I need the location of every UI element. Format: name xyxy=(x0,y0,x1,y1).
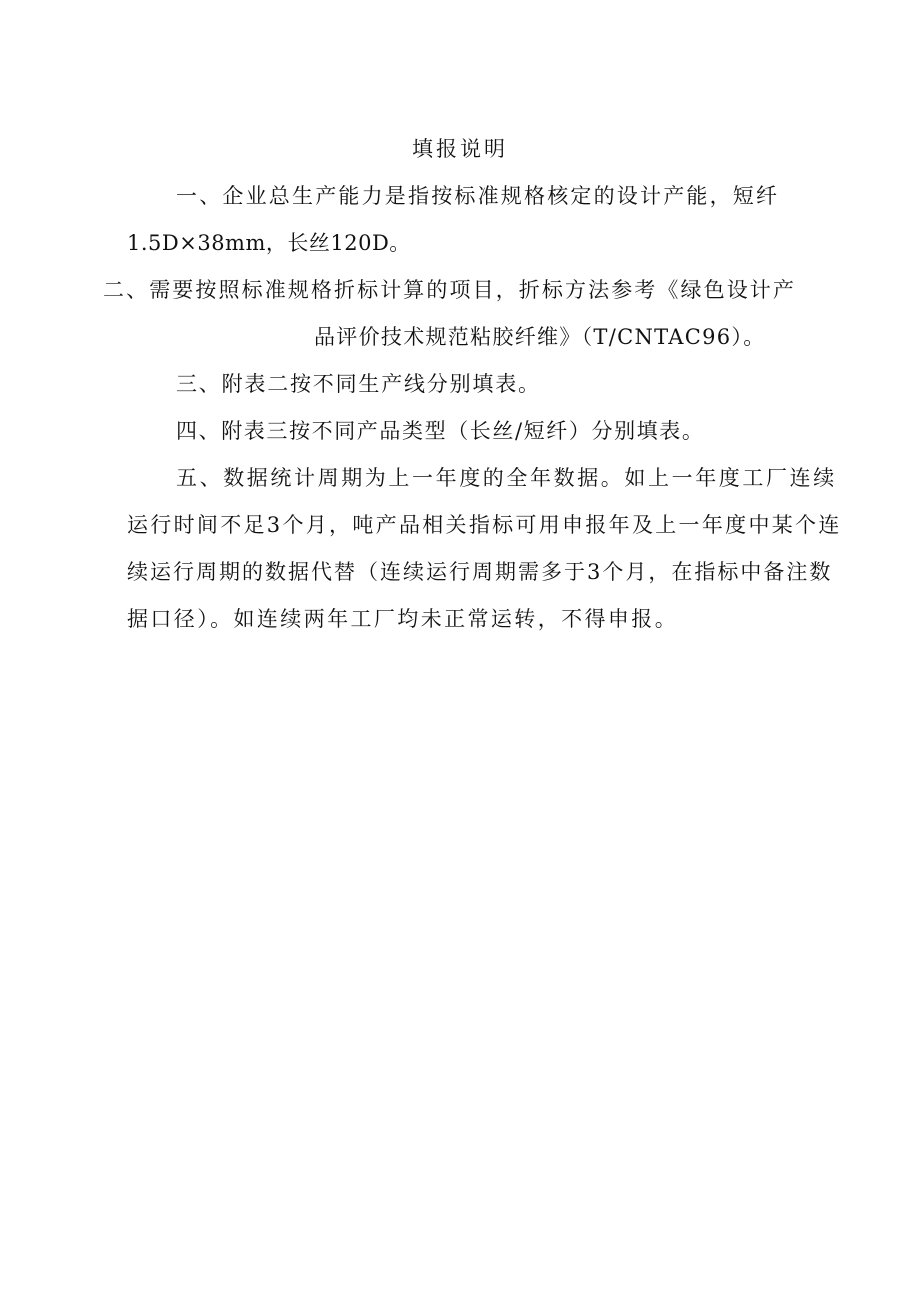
paragraph-5-line-4: 据口径）。如连续两年工厂均未正常运转，不得申报。 xyxy=(127,607,679,631)
paragraph-3: 三、附表二按不同生产线分别填表。 xyxy=(176,372,541,396)
paragraph-1-line-1: 一、企业总生产能力是指按标准规格核定的设计产能，短纤 xyxy=(176,184,780,208)
paragraph-2-line-1: 二、需要按照标准规格折标计算的项目，折标方法参考《绿色设计产 xyxy=(103,278,796,302)
paragraph-5-line-2: 运行时间不足3个月，吨产品相关指标可用申报年及上一年度中某个连 xyxy=(127,513,842,537)
paragraph-1-line-2: 1.5D×38mm，长丝120D。 xyxy=(127,231,411,255)
document-title: 填报说明 xyxy=(412,137,508,161)
paragraph-5-line-1: 五、数据统计周期为上一年度的全年数据。如上一年度工厂连续 xyxy=(176,466,837,490)
paragraph-4: 四、附表三按不同产品类型（长丝/短纤）分别填表。 xyxy=(176,419,705,443)
paragraph-5-line-3: 续运行周期的数据代替（连续运行周期需多于3个月，在指标中备注数 xyxy=(127,560,833,584)
paragraph-2-line-2: 品评价技术规范粘胶纤维》（T/CNTAC96）。 xyxy=(314,325,766,349)
